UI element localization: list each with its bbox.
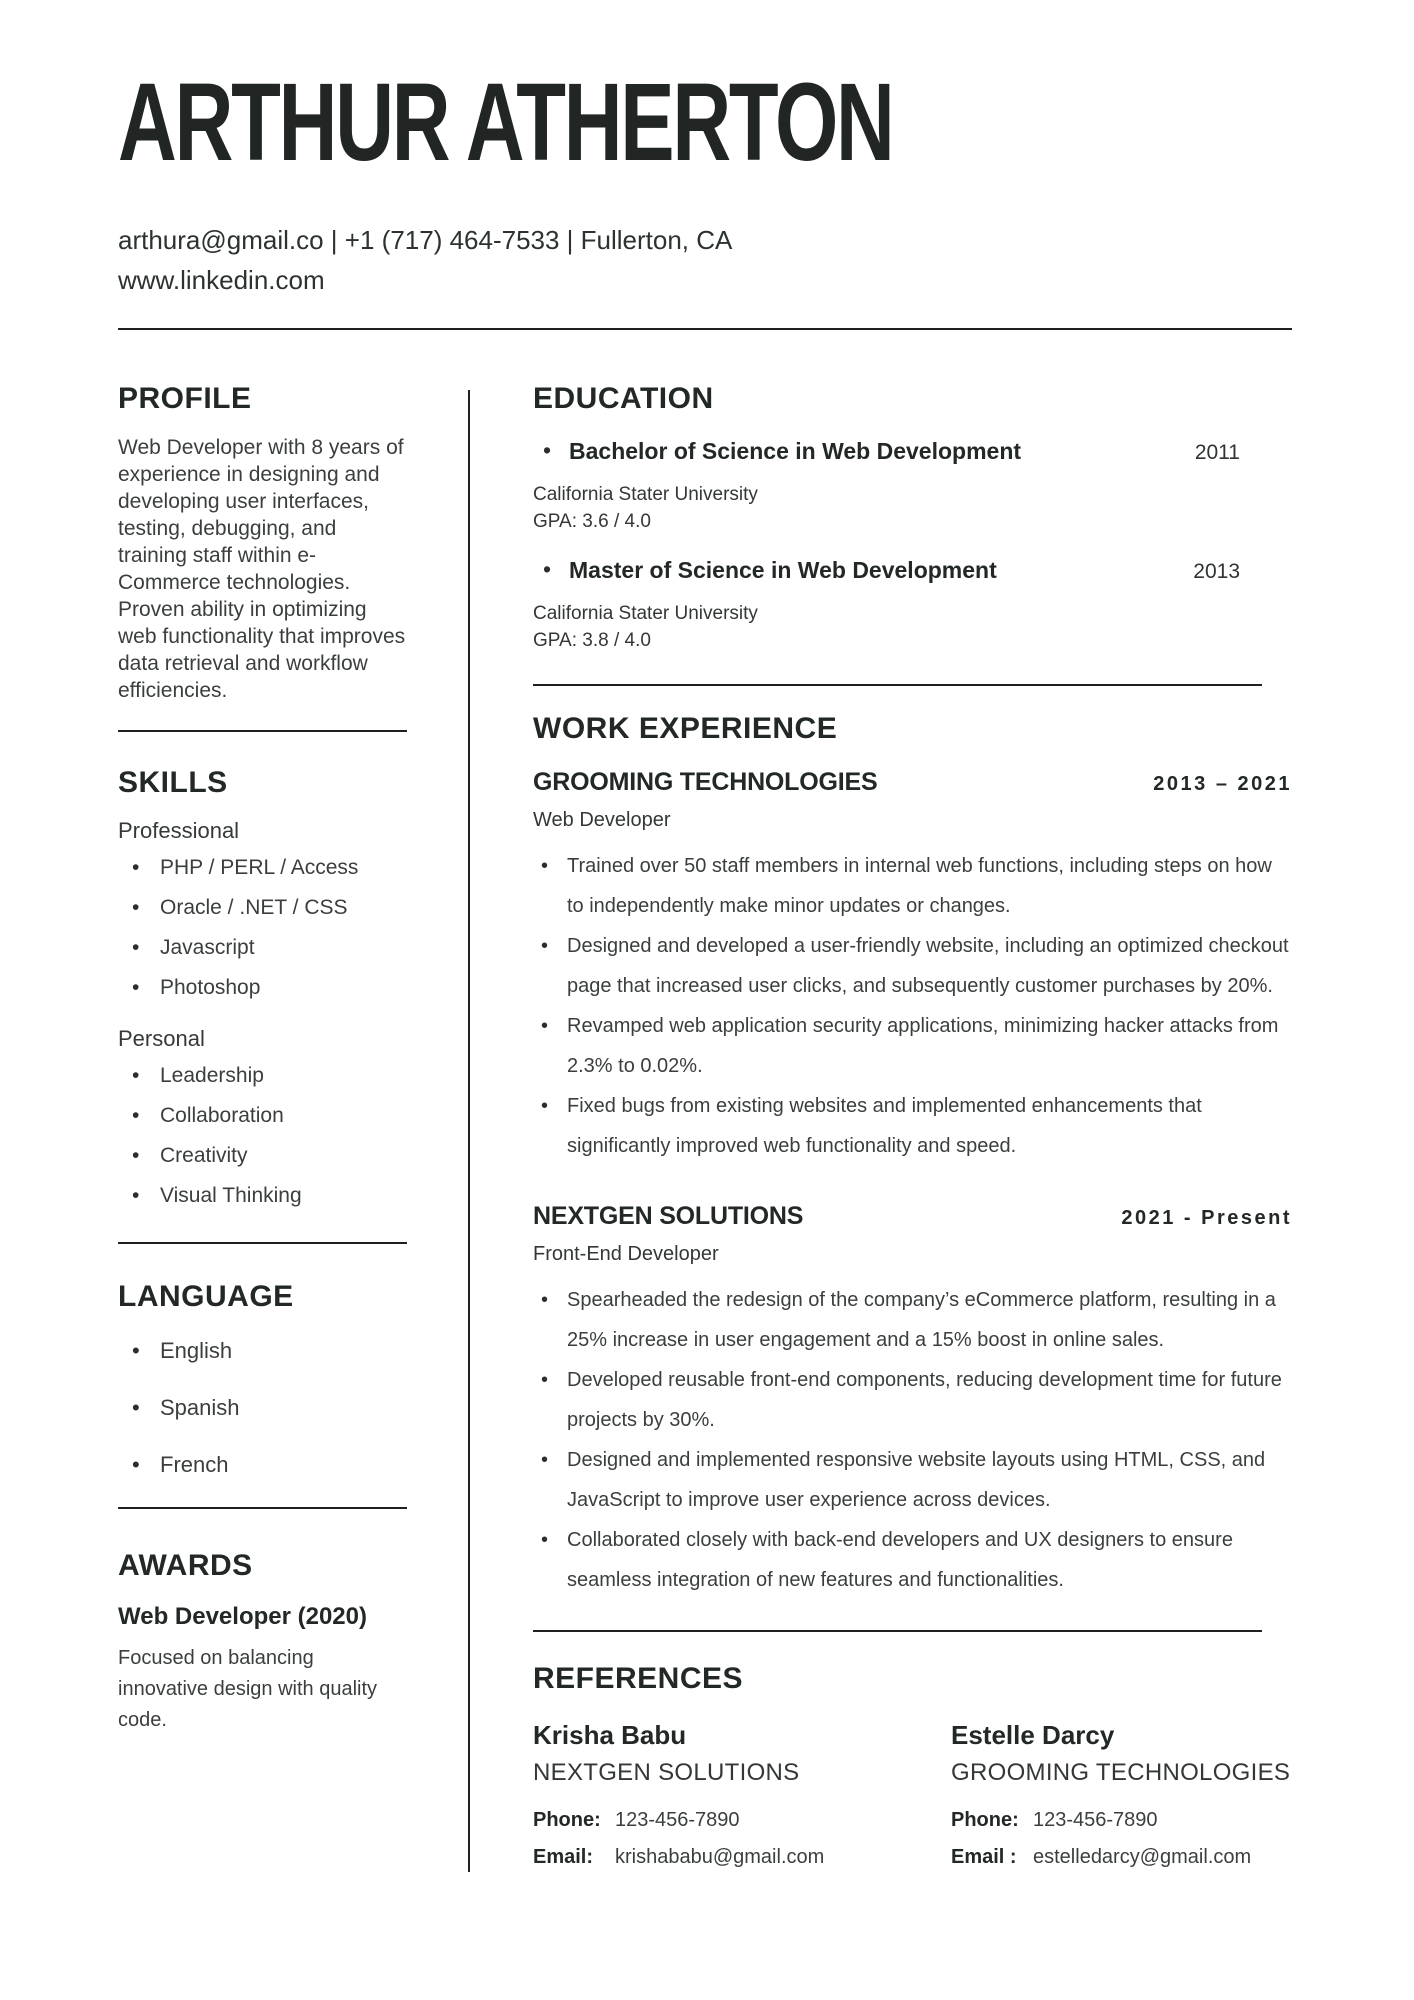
skills-item [118,1056,407,1096]
bullet-icon: • [132,1104,140,1127]
education-entry [533,557,1292,654]
job-bullet-text: Fixed bugs from existing websites and implemented enhancements that significantly improved web functionality and speed. [567,1095,1202,1157]
bullet-icon: • [132,856,140,879]
contact-line-1: arthura@gmail.co | +1 (717) 464-7533 | Fullerton, CA [118,225,733,255]
resume-header [118,61,1292,300]
skills-item-label: Photoshop [160,976,261,999]
bullet-icon: • [541,1529,549,1551]
job-bullet-list [533,1280,1292,1600]
education-gpa: GPA: 3.6 / 4.0 [533,511,651,532]
skills-group-label: Personal [118,1026,205,1051]
left-column [118,330,407,1872]
job-bullet [533,926,1292,1006]
award-name: Web Developer (2020) [118,1603,367,1630]
skills-item-label: Javascript [160,936,255,959]
job-bullet-text: Developed reusable front-end components, reducing development time for future projects by 30%. [567,1369,1282,1431]
reference-entry [533,1720,951,1869]
job-bullet-text: Revamped web application security applications, minimizing hacker attacks from 2.3% to 0.02%. [567,1015,1279,1077]
phone-label: Phone: [533,1809,601,1831]
awards-title: AWARDS [118,1549,253,1582]
bullet-icon: • [132,1184,140,1207]
bullet-icon: • [132,1144,140,1167]
bullet-icon: • [541,1449,549,1471]
section-divider [533,1630,1262,1632]
references-grid [533,1720,1292,1869]
skills-item [118,1096,407,1136]
bullet-icon: • [132,1064,140,1087]
reference-email-row [533,1846,951,1869]
degree-label: Master of Science in Web Development [569,557,997,583]
job-head [533,1202,1292,1231]
reference-phone-row [533,1809,951,1832]
skills-item-label: Oracle / .NET / CSS [160,896,348,919]
skills-list-personal [118,1056,407,1216]
phone-label: Phone: [951,1809,1019,1831]
columns [118,330,1292,1872]
email-value: estelledarcy@gmail.com [1033,1846,1252,1868]
phone-value: 123-456-7890 [1033,1809,1158,1831]
education-year: 2013 [1193,560,1240,583]
reference-phone-row [951,1809,1292,1832]
job-bullet [533,846,1292,926]
job-bullet [533,1360,1292,1440]
job-bullet [533,1006,1292,1086]
language-title: LANGUAGE [118,1280,294,1313]
education-school: California Stater University [533,603,758,624]
section-divider [533,684,1262,686]
job-role: Web Developer [533,809,671,831]
language-list [118,1336,407,1479]
job-role: Front-End Developer [533,1243,719,1265]
skills-title: SKILLS [118,766,228,799]
degree [533,557,997,584]
reference-company: NEXTGEN SOLUTIONS [533,1759,800,1786]
reference-name: Krisha Babu [533,1720,687,1750]
reference-email-row [951,1846,1292,1869]
language-section [118,1280,407,1479]
bullet-icon: • [132,936,140,959]
language-item [118,1393,407,1422]
language-item [118,1336,407,1365]
bullet-icon: • [541,1369,549,1391]
candidate-name: ARTHUR ATHERTON [118,61,893,184]
work-experience-section [533,712,1292,1600]
skills-item [118,1136,407,1176]
right-column [470,330,1292,1872]
job-bullet-text: Designed and developed a user-friendly website, including an optimized checkout page that increased user clicks, and subsequently customer purchases by 20%. [567,935,1289,997]
job-bullet-text: Trained over 50 staff members in internal web functions, including steps on how to independently make minor updates or changes. [567,855,1272,917]
skills-item-label: Creativity [160,1144,248,1167]
job-bullet [533,1280,1292,1360]
skills-item-label: Collaboration [160,1104,284,1127]
education-section [533,382,1292,654]
skills-item [118,848,407,888]
bullet-icon: • [541,1015,549,1037]
education-title: EDUCATION [533,382,714,415]
job-bullet [533,1086,1292,1166]
job-company: NEXTGEN SOLUTIONS [533,1202,804,1230]
bullet-icon: • [132,1395,140,1420]
education-entry-head [533,557,1292,584]
job-dates: 2013 – 2021 [1153,773,1292,795]
skills-item-label: Visual Thinking [160,1184,302,1207]
work-experience-title: WORK EXPERIENCE [533,712,838,745]
bullet-icon: • [543,437,552,463]
education-gpa: GPA: 3.8 / 4.0 [533,630,651,651]
section-divider [118,1242,407,1244]
reference-entry [951,1720,1292,1869]
skills-item-label: PHP / PERL / Access [160,856,359,879]
education-year: 2011 [1194,441,1240,464]
language-item-label: English [160,1338,233,1363]
education-entry-head [533,438,1292,465]
reference-company: GROOMING TECHNOLOGIES [951,1759,1291,1786]
language-item [118,1450,407,1479]
section-divider [118,730,407,732]
job-bullet-text: Collaborated closely with back-end developers and UX designers to ensure seamless integration of new features and functionalities. [567,1529,1233,1591]
profile-text: Web Developer with 8 years of experience in designing and developing user interfaces, testing, debugging, and training staff within e-Commerce technologies. Proven ability in optimizing web functionality that improves data retrieval and workflow efficiencies. [118,436,406,702]
skills-list-professional [118,848,407,1008]
job-bullet-list [533,846,1292,1166]
bullet-icon: • [132,1452,140,1477]
email-label: Email : [951,1846,1017,1868]
job-dates: 2021 - Present [1121,1207,1292,1229]
skills-item-label: Leadership [160,1064,264,1087]
job-bullet-text: Spearheaded the redesign of the company’s eCommerce platform, resulting in a 25% increase in user engagement and a 15% boost in online sales. [567,1289,1276,1351]
contact-line-2: www.linkedin.com [118,265,325,295]
profile-title: PROFILE [118,382,252,415]
job-head [533,768,1292,797]
references-title: REFERENCES [533,1662,744,1695]
phone-value: 123-456-7890 [615,1809,740,1831]
bullet-icon: • [541,855,549,877]
job-entry [533,768,1292,1166]
bullet-icon: • [132,976,140,999]
skills-item [118,968,407,1008]
job-entry [533,1202,1292,1600]
email-value: krishababu@gmail.com [615,1846,825,1868]
job-company: GROOMING TECHNOLOGIES [533,768,878,796]
bullet-icon: • [132,896,140,919]
education-entry [533,438,1292,535]
job-bullet-text: Designed and implemented responsive website layouts using HTML, CSS, and JavaScript to improve user experience across devices. [567,1449,1266,1511]
bullet-icon: • [132,1338,140,1363]
skills-item [118,1176,407,1216]
language-item-label: French [160,1452,229,1477]
job-bullet [533,1520,1292,1600]
reference-name: Estelle Darcy [951,1720,1115,1750]
bullet-icon: • [541,1289,549,1311]
skills-item [118,928,407,968]
skills-group-label: Professional [118,818,240,843]
bullet-icon: • [543,556,552,582]
degree [533,438,1021,465]
email-label: Email: [533,1846,594,1868]
award-description: Focused on balancing innovative design with quality code. [118,1647,378,1731]
references-section [533,1662,1292,1869]
skills-section [118,766,407,1216]
language-item-label: Spanish [160,1395,240,1420]
bullet-icon: • [541,935,549,957]
education-school: California Stater University [533,484,758,505]
skills-item [118,888,407,928]
degree-label: Bachelor of Science in Web Development [569,438,1022,464]
awards-section [118,1549,407,1736]
contact-block [118,220,1292,300]
section-divider [118,1507,407,1509]
bullet-icon: • [541,1095,549,1117]
profile-section [118,382,407,704]
job-bullet [533,1440,1292,1520]
